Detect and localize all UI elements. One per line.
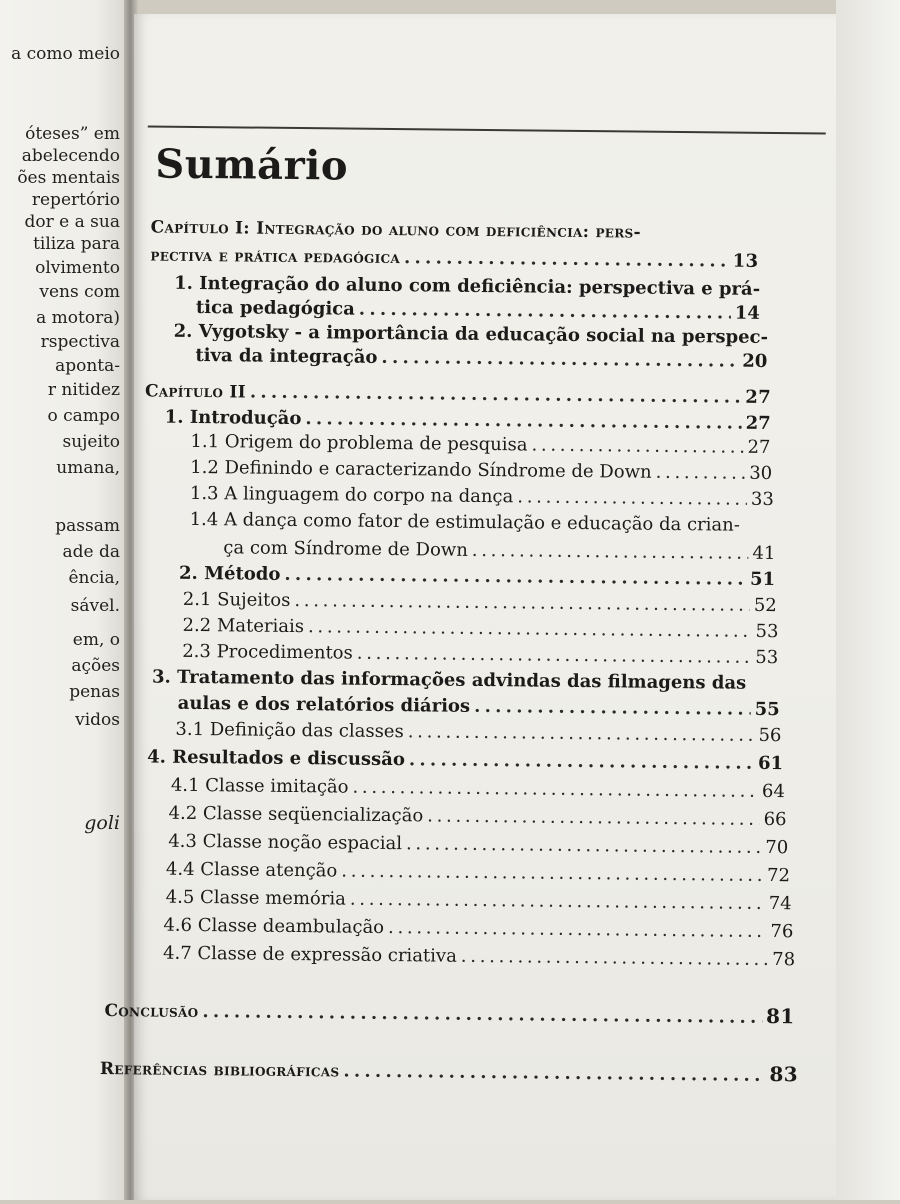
page-number: 27 — [745, 412, 771, 434]
page-number: 78 — [772, 949, 796, 971]
dot-leader — [409, 749, 754, 775]
section-entry — [178, 693, 780, 721]
text-fragment: óteses” em — [25, 124, 120, 144]
dot-leader — [284, 564, 746, 591]
subsection-title: 3.1 Definição das classes — [175, 718, 404, 743]
subsection-title: 2.2 Materiais — [182, 614, 305, 638]
text-fragment: o campo — [47, 406, 120, 426]
page-number: 56 — [758, 724, 782, 747]
subsection-entry — [168, 803, 786, 831]
subsection-title-cont: ça com Síndrome de Down — [223, 537, 468, 561]
text-fragment: a motora) — [36, 308, 120, 328]
text-fragment: tiliza para — [33, 234, 120, 254]
page-number: 27 — [747, 436, 771, 458]
page-number: 81 — [765, 1003, 795, 1029]
dot-leader — [531, 434, 743, 458]
chapter-1-entry — [150, 244, 758, 272]
page-number: 61 — [757, 752, 784, 775]
references-entry — [100, 1056, 798, 1087]
subsection-title: 2.1 Sujeitos — [182, 588, 291, 611]
subsection-entry — [166, 887, 792, 916]
subsection-entry — [223, 537, 775, 565]
dot-leader — [343, 1061, 765, 1087]
page-number: 14 — [734, 302, 760, 324]
text-fragment: ões mentais — [17, 168, 120, 188]
dot-leader — [359, 299, 731, 325]
section-entry — [195, 345, 767, 373]
dot-leader — [472, 540, 749, 565]
text-fragment: vens com — [39, 282, 120, 302]
chapter-1-heading: Capítulo I: Integração do aluno com deficiência: pers- — [150, 217, 641, 243]
dot-leader — [406, 833, 762, 859]
subsection-title: 1.1 Origem do problema de pesquisa — [190, 430, 528, 456]
references-title: Referências bibliográficas — [99, 1058, 340, 1082]
section-title: tica pedagógica — [195, 296, 355, 320]
dot-leader — [308, 616, 752, 643]
section-1-1-title: 1. Integração do aluno com deficiência: perspectiva e prá- — [174, 272, 761, 300]
text-fragment: sujeito — [62, 432, 120, 452]
text-fragment: ência, — [68, 568, 120, 588]
page-number: 64 — [761, 780, 785, 803]
page-number: 51 — [749, 568, 776, 591]
page-number: 27 — [745, 386, 772, 408]
page-number: 74 — [768, 892, 792, 915]
text-fragment: dor e a sua — [24, 212, 120, 232]
dot-leader — [408, 721, 755, 747]
subsection-entry — [182, 641, 778, 669]
subsection-entry — [190, 483, 774, 511]
page-number: 30 — [749, 462, 773, 485]
subsection-title: 2.3 Procedimentos — [182, 640, 353, 664]
page-number: 83 — [769, 1062, 799, 1087]
chapter-1-heading-cont: pectiva e prática pedagógica — [150, 245, 401, 269]
section-1-2-title: 2. Vygotsky - a importância da educação social na perspec- — [173, 320, 769, 348]
subsection-title: 4.2 Classe seqüencialização — [168, 802, 424, 827]
conclusion-title: Conclusão — [104, 1001, 199, 1023]
text-fragment: abelecendo — [21, 146, 120, 166]
subsection-entry — [190, 457, 772, 485]
dot-leader — [341, 861, 763, 887]
page-number: 13 — [732, 250, 759, 272]
section-title: tiva da integração — [195, 344, 378, 368]
dot-leader — [294, 590, 750, 617]
text-fragment: a como meio — [11, 44, 120, 64]
section-title: 4. Resultados e discussão — [147, 746, 406, 771]
dot-leader — [357, 643, 752, 669]
dot-leader — [350, 889, 765, 915]
section-title: 1. Introdução — [164, 406, 302, 430]
section-entry — [179, 563, 775, 591]
subsection-title: 4.4 Classe atenção — [165, 858, 338, 882]
dot-leader — [474, 696, 751, 721]
header-rule — [148, 125, 826, 134]
chapter-2-entry — [145, 380, 771, 409]
subsection-title: 4.5 Classe memória — [165, 886, 346, 910]
text-fragment: passam — [55, 516, 120, 536]
subsection-title: 1.4 A dança como fator de estimulação e educação da crian- — [189, 508, 740, 536]
text-fragment: ações — [71, 656, 120, 676]
text-fragment: sável. — [70, 596, 120, 616]
page-number: 53 — [755, 620, 779, 643]
text-fragment: r nitidez — [47, 380, 120, 400]
subsection-entry — [182, 615, 778, 643]
page-number: 72 — [766, 864, 791, 887]
subsection-entry — [175, 719, 781, 747]
subsection-title: 4.3 Classe noção espacial — [168, 830, 403, 855]
dot-leader — [202, 1001, 762, 1029]
subsection-entry — [163, 943, 795, 972]
text-fragment: ade da — [62, 542, 120, 562]
page-number: 66 — [763, 808, 787, 831]
subsection-entry — [171, 775, 785, 803]
subsection-title: 4.7 Classe de expressão criativa — [163, 942, 457, 967]
subsection-entry — [190, 431, 770, 459]
dot-leader — [404, 247, 729, 272]
text-fragment: umana, — [56, 458, 120, 478]
text-fragment: em, o — [72, 630, 120, 650]
subsection-title: 4.1 Classe imitação — [170, 774, 349, 798]
subsection-title: 1.2 Definindo e caracterizando Síndrome de Down — [190, 456, 652, 483]
conclusion-entry — [104, 998, 794, 1029]
dot-leader — [517, 486, 747, 510]
dot-leader — [250, 382, 742, 409]
section-entry — [147, 746, 783, 775]
page-title: Sumário — [155, 140, 349, 190]
dot-leader — [305, 408, 741, 435]
page-number: 55 — [754, 698, 780, 721]
subsection-entry — [163, 915, 793, 944]
subsection-entry — [168, 831, 788, 859]
text-fragment: goli — [84, 812, 120, 834]
subsection-title: 4.6 Classe deambulação — [163, 914, 385, 938]
dot-leader — [388, 917, 767, 943]
text-fragment: penas — [69, 682, 120, 702]
background-surface — [836, 0, 900, 1200]
text-fragment: olvimento — [35, 258, 120, 278]
page-number: 76 — [770, 921, 794, 943]
text-fragment: vidos — [75, 710, 120, 730]
page-number: 41 — [752, 542, 776, 565]
page-number: 53 — [755, 646, 779, 669]
subsection-entry — [183, 589, 777, 617]
text-fragment: repertório — [31, 190, 120, 210]
section-title-cont: aulas e dos relatórios diários — [177, 692, 471, 717]
text-fragment: apontа- — [55, 356, 120, 376]
section-3-title: 3. Tratamento das informações advindas das filmagens das — [151, 666, 747, 694]
chapter-2-heading: Capítulo II — [144, 381, 246, 403]
section-entry — [196, 297, 760, 325]
subsection-title: 1.3 A linguagem do corpo na dança — [189, 482, 514, 508]
section-title: 2. Método — [178, 562, 281, 585]
page-number: 52 — [753, 594, 777, 617]
dot-leader — [427, 805, 760, 830]
subsection-entry — [166, 859, 790, 888]
page-number: 20 — [742, 350, 768, 372]
dot-leader — [656, 462, 746, 485]
page-number: 33 — [750, 488, 775, 511]
dot-leader — [461, 946, 769, 971]
dot-leader — [381, 347, 738, 373]
page-number: 70 — [765, 836, 789, 859]
text-fragment: rspectiva — [40, 332, 120, 352]
dot-leader — [352, 777, 758, 803]
